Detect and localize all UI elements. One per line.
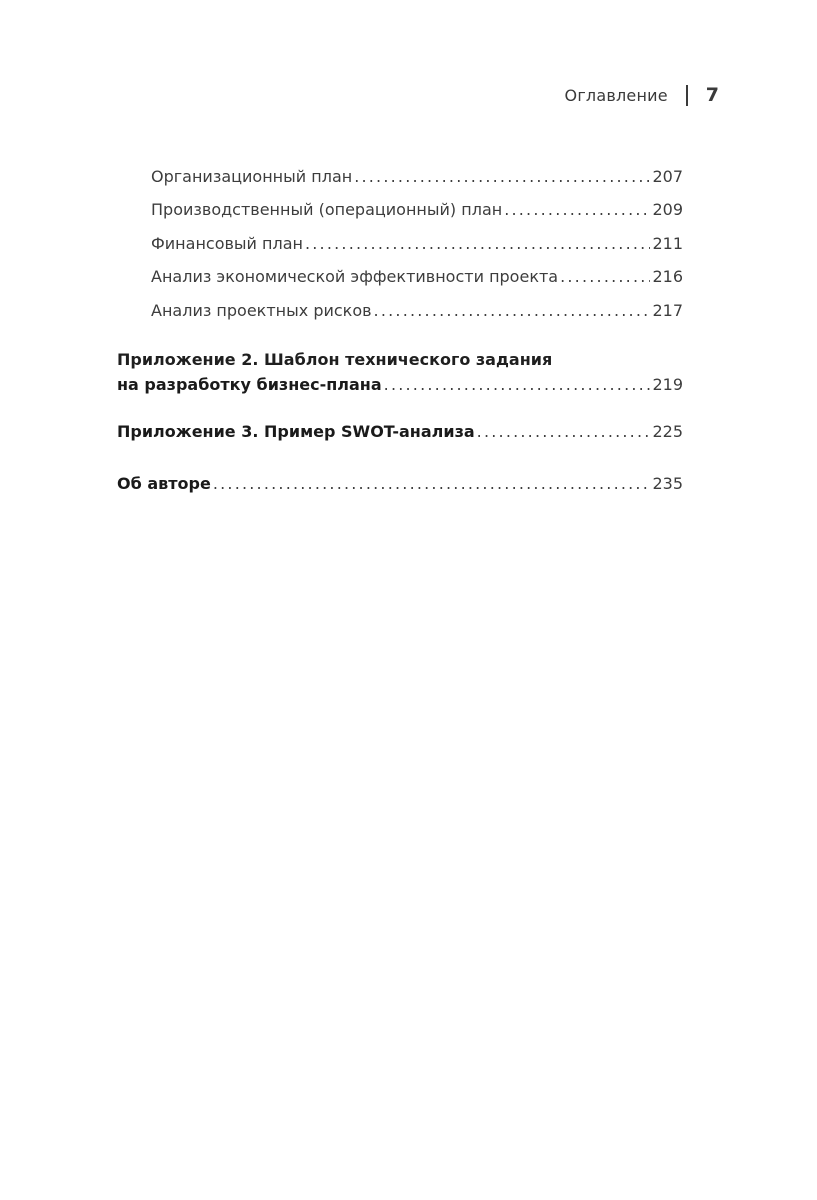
table-of-contents xyxy=(117,160,683,494)
toc-entry-label: Об авторе xyxy=(117,473,211,493)
toc-entry-about-author[interactable] xyxy=(117,474,683,494)
toc-leader-dots xyxy=(477,422,651,442)
page-number: 7 xyxy=(705,84,719,106)
toc-leader-dots xyxy=(374,301,651,321)
toc-entry-label: Организационный план xyxy=(151,166,353,186)
toc-entry-label: Финансовый план xyxy=(151,233,303,253)
toc-entry-risk-analysis[interactable] xyxy=(151,294,683,328)
toc-entry-efficiency-analysis[interactable] xyxy=(151,261,683,295)
toc-entry-line2 xyxy=(117,375,683,395)
toc-entry-appendix-2[interactable] xyxy=(117,346,683,395)
toc-entry-label: Производственный (операционный) план xyxy=(151,200,503,220)
toc-leader-dots xyxy=(560,267,650,287)
toc-entry-organizational-plan[interactable] xyxy=(151,160,683,194)
toc-entry-page: 219 xyxy=(652,374,683,394)
toc-entry-label: Приложение 3. Пример SWOT-анализа xyxy=(117,421,475,441)
toc-entry-page: 217 xyxy=(652,300,683,320)
toc-entry-label: Анализ проектных рисков xyxy=(151,300,372,320)
toc-entry-page: 216 xyxy=(652,267,683,287)
toc-leader-dots xyxy=(354,167,650,187)
toc-entry-label: Анализ экономической эффективности проекта xyxy=(151,267,559,287)
header-title: Оглавление xyxy=(564,85,668,105)
toc-entry-appendix-3[interactable] xyxy=(117,422,683,442)
toc-leader-dots xyxy=(213,474,651,494)
toc-entry-financial-plan[interactable] xyxy=(151,227,683,261)
toc-entry-page: 225 xyxy=(652,421,683,441)
spacer xyxy=(117,395,683,422)
toc-entry-page: 207 xyxy=(652,166,683,186)
toc-entry-production-plan[interactable] xyxy=(151,194,683,228)
toc-entry-page: 209 xyxy=(652,200,683,220)
toc-entry-label-line1: Приложение 2. Шаблон технического задания xyxy=(117,350,553,369)
toc-entry-label-line2: на разработку бизнес-плана xyxy=(117,374,382,394)
spacer xyxy=(117,442,683,474)
running-header xyxy=(565,80,719,110)
header-divider xyxy=(686,85,688,106)
toc-entry-page: 235 xyxy=(652,473,683,493)
toc-leader-dots xyxy=(504,200,650,220)
toc-entry-page: 211 xyxy=(652,233,683,253)
toc-leader-dots xyxy=(384,375,651,395)
toc-leader-dots xyxy=(305,234,650,254)
